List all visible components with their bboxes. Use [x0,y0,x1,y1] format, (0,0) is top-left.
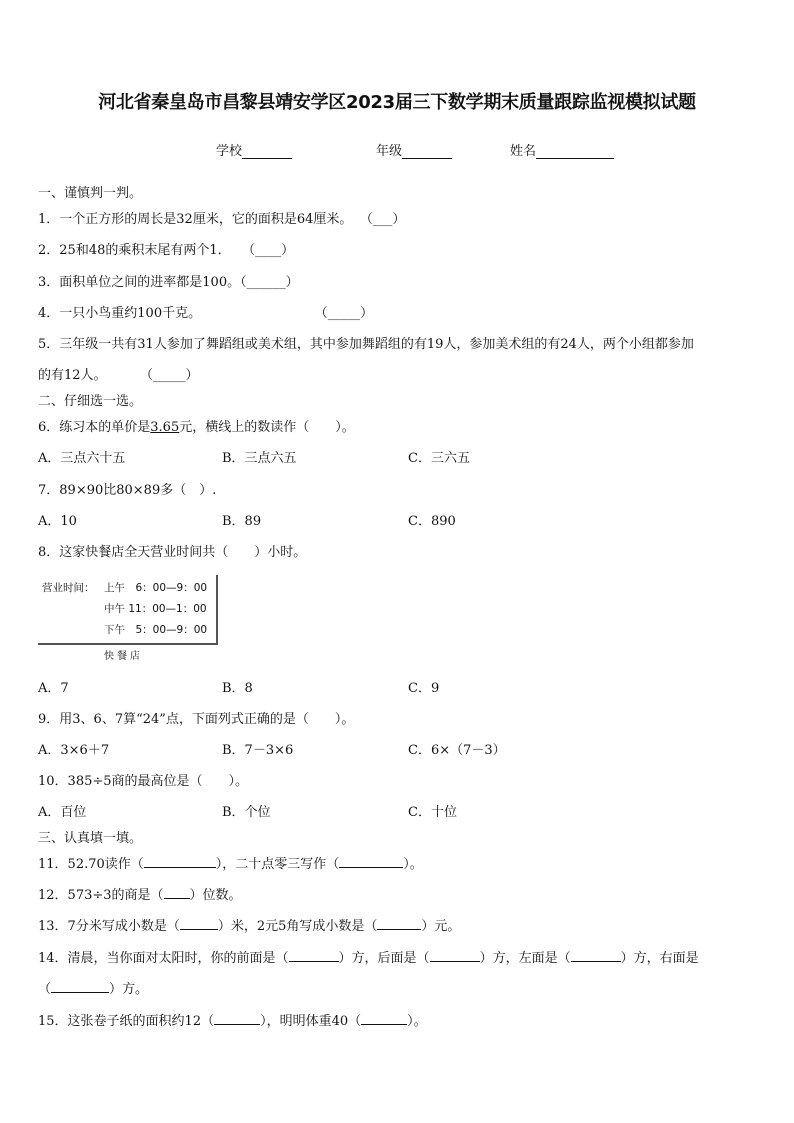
sign-row: 下午 5：00—9：00 [104,624,208,636]
question-14: 14．清晨，当你面对太阳时，你的前面是（ ）方，后面是（ ）方，左面是（ ）方，右面是 [38,951,699,966]
question-11: 11．52.70读作（ ），二十点零三写作（ ）。 [38,857,423,872]
option-c: C．十位 [408,805,457,820]
option-b: B．个位 [222,805,271,820]
question-1: 1．一个正方形的周长是32厘米，它的面积是64厘米。 （___） [38,212,406,227]
option-a: A．3×6＋7 [38,743,110,758]
question-10: 10．385÷5商的最高位是（ ）。 [38,774,249,789]
option-a: A．百位 [38,805,87,820]
question-7: 7．89×90比80×89多（ ）. [38,483,217,498]
option-c: C．6×（7－3） [408,743,506,758]
option-a: A．7 [38,681,69,696]
business-hours-sign [38,575,218,645]
sign-row: 中午 11：00—1：00 [104,603,207,615]
option-c: C．9 [408,681,440,696]
question-6: 6．练习本的单价是3.65元，横线上的数读作（ ）。 [38,420,355,435]
section-heading: 三、认真填一填。 [38,831,143,846]
question-5: 5．三年级一共有31人参加了舞蹈组或美术组，其中参加舞蹈组的有19人，参加美术组的有24人，两个小组都参加 [38,337,694,352]
option-b: B．8 [222,681,253,696]
name-field: 姓名 [510,140,614,159]
section-heading: 一、谨慎判一判。 [38,186,143,201]
question-13: 13．7分米写成小数是（ ）米，2元5角写成小数是（ ）元。 [38,919,461,934]
option-c: C．890 [408,514,456,529]
question-3: 3．面积单位之间的进率都是100。（______） [38,275,299,290]
grade-field: 年级 [376,140,452,159]
question-8: 8．这家快餐店全天营业时间共（ ）小时。 [38,545,307,560]
page-title: 河北省秦皇岛市昌黎县靖安学区2023届三下数学期末质量跟踪监视模拟试题 [98,92,696,113]
question-4: 4．一只小鸟重约100千克。 （_____） [38,306,374,321]
sign-row: 上午 6：00—9：00 [104,582,208,594]
option-b: B．89 [222,514,262,529]
school-field: 学校 [216,140,292,159]
option-a: A．三点六十五 [38,451,126,466]
sign-caption: 快餐店 [104,651,143,662]
option-a: A．10 [38,514,77,529]
option-b: B．7－3×6 [222,743,294,758]
section-heading: 二、仔细选一选。 [38,394,143,409]
option-c: C．三六五 [408,451,470,466]
question-14-cont: （ ）方。 [38,982,149,997]
option-b: B．三点六五 [222,451,297,466]
question-12: 12．573÷3的商是（ ）位数。 [38,888,242,903]
sign-label: 营业时间： [42,582,95,594]
question-5-cont: 的有12人。 （_____） [38,368,199,383]
question-9: 9．用3、6、7算“24”点，下面列式正确的是（ ）。 [38,712,355,727]
question-15: 15．这张卷子纸的面积约12（ ），明明体重40（ ）。 [38,1014,427,1029]
question-2: 2．25和48的乘积末尾有两个1． （____） [38,243,295,258]
